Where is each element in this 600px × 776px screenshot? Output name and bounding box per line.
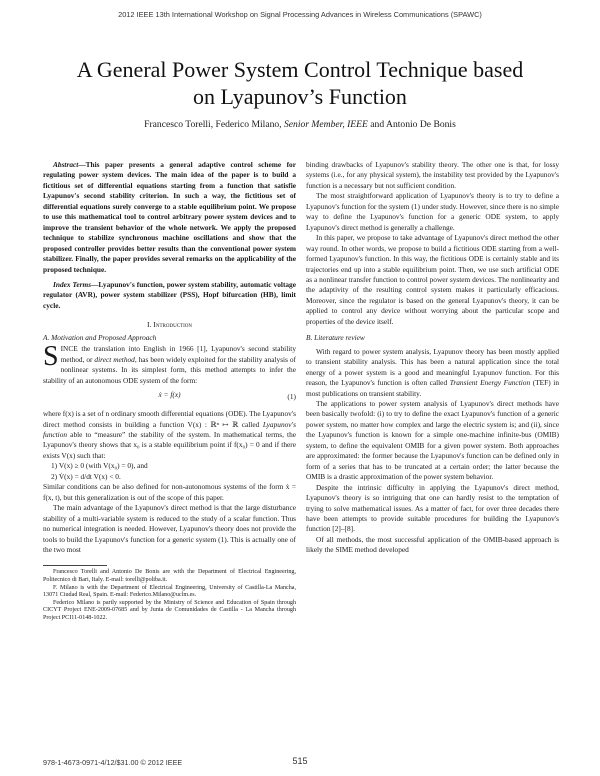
literature-paragraph-3: Despite the intrinsic difficulty in applying the Lyapunov's direct method, Lyapunov's theory is so intriguing that one can hardly resist to the temptation of trying to solve mathematical issues. As a matter of fact, for over three decades there have been attempts to provide suitable procedures for building the Lyapunov's function [2]–[8].: [306, 482, 559, 534]
index-terms-label: Index Terms: [53, 279, 92, 289]
title-line-1: A General Power System Control Technique based: [76, 57, 524, 82]
condition-1: 1) V(x) ≥ 0 (with V(x₀) = 0), and: [51, 461, 148, 471]
left-column: [43, 160, 296, 623]
abstract-text: —This paper presents a general adaptive control scheme for regulating power system devices. The main idea of the paper is to build a fictitious set of differential equations starting from a function that satisfie Lyapunov's second stability criterion. In such a way, the fictitious set of differential equations surely converge to a stable equilibrium point. We propose to use this mathematical tool to control arbitrary power system devices and to improve the transient behavior of the whole network. We apply the proposed technique to stabilize synchronous machine oscillations and show that the proposed controller provides better results than the conventional power system stabilizer. Finally, the paper provides several remarks on the applicability of the proposed technique.: [43, 160, 296, 274]
lyapunov-conditions-list: [51, 461, 296, 482]
right-paragraph-2: The most straightforward application of Lyapunov's theory is to try to define a Lyapunov's function for the system (1) under study. However, since there is no simple way to define the Lyapunov's function for a generic ODE system, to apply Lyapunov's direct method is generally a challenge.: [306, 191, 559, 232]
index-terms: [43, 280, 296, 311]
equation-1: [43, 390, 296, 406]
running-head: 2012 IEEE 13th International Workshop on Signal Processing Advances in Wireless Communications (SPAWC): [118, 10, 482, 19]
footnote-affiliation-bari: Francesco Torelli and Antonio De Bonis are with the Department of Electrical Engineering, Politecnico di Bari, Italy. E-mail: torelli@poliba.it.: [43, 569, 296, 583]
author-role: Senior Member, IEEE: [283, 119, 368, 130]
intro-paragraph-4: The main advantage of the Lyapunov's direct method is that the large disturbance stability of a multi-variable system is reduced to the study of a scalar function. Thus no numerical integration is needed. However, Lyapunov's theory does not provide the tools to build the Lyapunov's function for a generic system (1). This is actually one of the two most: [43, 503, 296, 554]
page-number: 515: [292, 756, 308, 766]
section-heading-introduction: I. Introduction: [147, 320, 192, 330]
index-terms-text: —Lyapunov's function, power system stability, automatic voltage regulator (AVR), power system stabilizer (PSS), Hopf bifurcation (HB), limit cycle.: [43, 279, 296, 310]
drop-cap-rest: INCE: [60, 344, 78, 354]
paper-title: [40, 56, 560, 110]
intro-p1-text-b: , has been widely exploited for the stability analysis of nonlinear systems. In its simplest form, this method attempts to infer the stability of an autonomous ODE system of the form:: [43, 354, 296, 385]
right-paragraph-1: binding drawbacks of Lyapunov's stability theory. The other one is that, for lossy systems (i.e., for any physical system), the instability test provided by the Lyapunov's function is a necessary but not sufficient condition.: [306, 160, 559, 190]
right-column: [306, 160, 559, 556]
abstract-label: Abstract: [53, 160, 79, 169]
footnote-rule: [43, 565, 107, 566]
author-list: [40, 119, 560, 130]
intro-p1-text-a: the translation into English in 1966 [1], Lyapunov's second stability method, or: [60, 344, 296, 364]
intro-p1-emphasis: direct method: [94, 354, 135, 364]
right-paragraph-3: In this paper, we propose to take advantage of Lyapunov's direct method the other way round. In other words, we propose to build a fictitious ODE starting from a well-formed Lyapunov's function. In this way, the fictitious ODE is certainly stable and its trajectories end up into a stable equilibrium point. Then, we use such artificial ODE as a nonlinear transfer function to control power system devices. The nonlinearity and the adaptivity of the resulting control system makes it particularly efficacious. Moreover, since the regulator is based on the general Lyapunov's theory, it can be applied to control any device without worrying about the particular scope and properties of the device itself.: [306, 233, 559, 326]
title-line-2: on Lyapunov’s Function: [193, 84, 407, 109]
equation-1-number: (1): [287, 392, 296, 402]
intro-p2-text-a: where f(x) is a set of n ordinary smooth differential equations (ODE). The Lyapunov's direct method consists in building a function V(x) : ℝⁿ ↦ ℝ called: [43, 409, 296, 429]
intro-p2-emphasis: Lyapunov's function: [43, 419, 296, 439]
literature-paragraph-1: [306, 347, 559, 399]
drop-cap: S: [43, 341, 59, 373]
author-names-first: Francesco Torelli, Federico Milano,: [144, 119, 284, 130]
literature-paragraph-4: Of all methods, the most successful application of the OMIB-based approach is likely the SIME method developed: [306, 534, 559, 555]
footnote-affiliation-uclm: F. Milano is with the Department of Electrical Engineering, University of Castilla-La Mancha, 13071 Ciudad Real, Spain. E-mail: Federico.Milano@uclm.es.: [43, 584, 296, 599]
lit-p1-emphasis: Transient Energy Function: [449, 378, 531, 388]
isbn-copyright: 978-1-4673-0971-4/12/$31.00 © 2012 IEEE: [43, 758, 183, 767]
intro-paragraph-3: Similar conditions can be also defined for non-autonomous systems of the form ẋ = f(x, t), but this generalization is out of the scope of this paper.: [43, 482, 296, 502]
lit-p1-text-a: With regard to power system analysis, Lyapunov theory has been mostly applied to transient stability analysis. This has been a natural application since the total energy of a power system is a good and meaningful Lyapunov function. For this reason, the Lyapunov's function is often called: [306, 346, 559, 388]
literature-paragraph-2: The applications to power system analysis of Lyapunov's direct methods have been basically twofold: (i) to try to define the exact Lyapunov's function of a generic power system, no matter how complex and large the electric system is; and (ii), since the Lyapunov's function is known for a simple one-machine infinite-bus (OMIB) system, to define the equivalent OMIB for a given power system. Both approaches are approximated: the former because the Lyapunov's function can be defined only in form of a series that has to be truncated at a certain order; the latter because the OMIB is a drastic approximation of the power system behavior.: [306, 398, 559, 482]
author-names-last: and Antonio De Bonis: [367, 119, 456, 130]
abstract: [43, 160, 296, 275]
subsection-heading-motivation: A. Motivation and Proposed Approach: [43, 332, 157, 342]
equation-1-body: ẋ = f(x): [158, 390, 181, 400]
intro-paragraph-1: [43, 341, 296, 386]
condition-2: 2) V̇(x) = d/dt V(x) < 0.: [51, 471, 121, 481]
footnote-funding: Federico Milano is partly supported by the Ministry of Science and Education of Spain through CICYT Project ENE-2009-07685 and by Junta de Comunidades de Castilla - La Mancha through Project PCI11-0148-1022.: [43, 599, 296, 621]
intro-paragraph-2: [43, 409, 296, 461]
intro-p2-text-b: able to “measure” the stability of the system. In mathematical terms, the Lyapunov's theory shows that x₀ is a stable equilibrium point if f(x₀) = 0 and if there exists V(x) such that:: [43, 429, 296, 460]
subsection-heading-literature: B. Literature review: [306, 333, 365, 343]
lit-p1-text-b: (TEF) in most publications on transient stability.: [306, 378, 559, 398]
